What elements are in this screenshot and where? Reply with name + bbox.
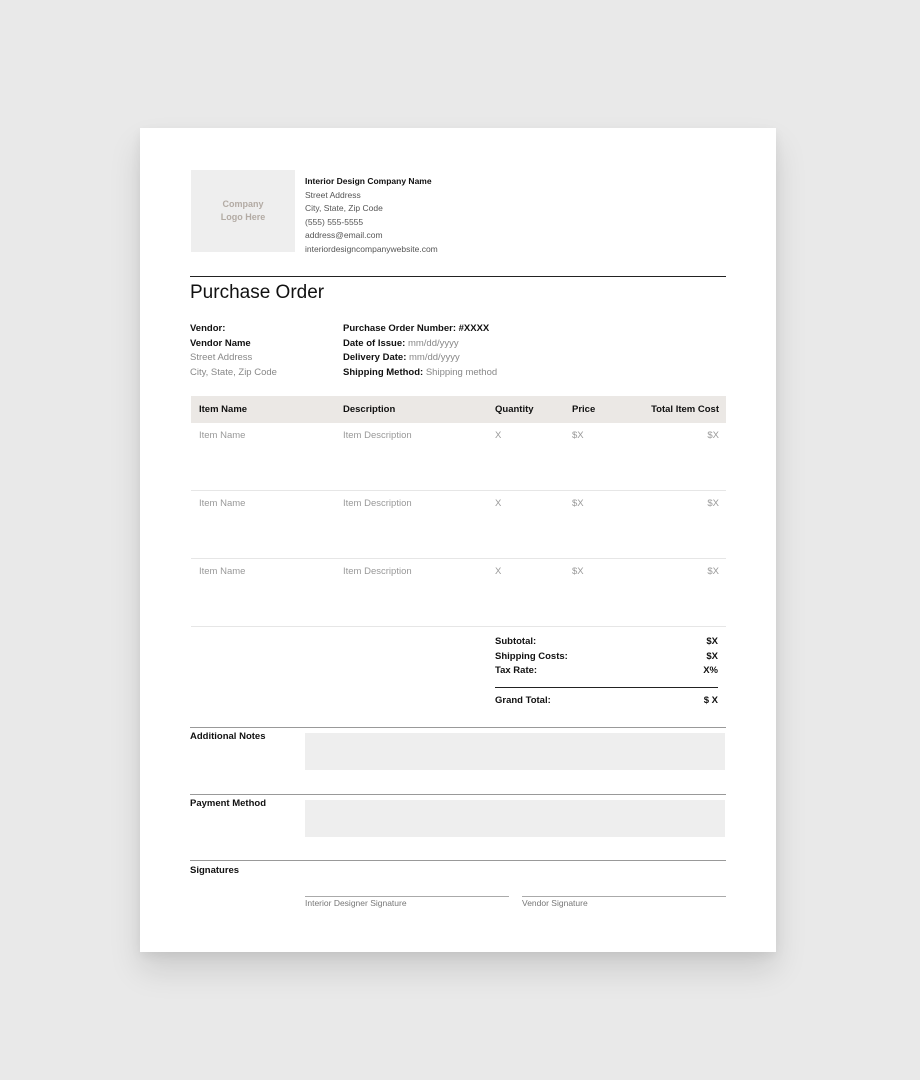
header-price: Price: [572, 404, 596, 415]
issue-date-label: Date of Issue:: [343, 337, 406, 349]
cell-item-name: Item Name: [199, 430, 246, 441]
shipping-method-line: [343, 366, 497, 381]
cell-description: Item Description: [343, 498, 412, 509]
header-description: Description: [343, 404, 396, 415]
company-logo-placeholder: [191, 170, 295, 252]
table-header: [191, 396, 726, 423]
logo-text-line1: Company: [222, 199, 264, 209]
cell-quantity: X: [495, 498, 502, 509]
company-email: address@email.com: [305, 230, 383, 240]
cell-item-name: Item Name: [199, 498, 246, 509]
delivery-date-line: [343, 351, 497, 366]
vendor-street: Street Address: [190, 352, 253, 364]
subtotal-value: $X: [706, 636, 718, 647]
vendor-signature-line[interactable]: [522, 896, 726, 897]
tax-rate-row: [495, 665, 718, 680]
table-row: [191, 491, 726, 559]
items-table: [191, 396, 726, 627]
purchase-order-sheet: [140, 128, 776, 952]
order-number-line: [343, 322, 497, 337]
shipping-costs-label: Shipping Costs:: [495, 650, 568, 662]
payment-field[interactable]: [305, 800, 725, 837]
vendor-signature-label: Vendor Signature: [522, 898, 588, 908]
signatures-label: Signatures: [190, 865, 240, 876]
delivery-date-label: Delivery Date:: [343, 352, 407, 364]
shipping-costs-row: [495, 651, 718, 666]
subtotal-row: [495, 636, 718, 651]
cell-description: Item Description: [343, 566, 412, 577]
table-row: [191, 423, 726, 491]
cell-description: Item Description: [343, 430, 412, 441]
totals-summary: [495, 636, 718, 709]
header-total-item-cost: Total Item Cost: [651, 404, 719, 415]
table-row: [191, 559, 726, 627]
cell-price: $X: [572, 566, 584, 577]
company-name: Interior Design Company Name: [305, 176, 432, 186]
header-quantity: Quantity: [495, 404, 534, 415]
tax-rate-label: Tax Rate:: [495, 665, 538, 676]
company-website: interiordesigncompanywebsite.com: [305, 243, 438, 254]
cell-item-name: Item Name: [199, 566, 246, 577]
payment-label: Payment Method: [190, 798, 267, 809]
cell-quantity: X: [495, 566, 502, 577]
company-street: Street Address: [305, 189, 361, 200]
shipping-method-label: Shipping Method:: [343, 367, 424, 379]
notes-divider: [190, 727, 726, 728]
cell-price: $X: [572, 498, 584, 509]
vendor-name: Vendor Name: [190, 337, 251, 349]
cell-total: $X: [707, 566, 719, 577]
cell-quantity: X: [495, 430, 502, 441]
vendor-city: City, State, Zip Code: [190, 367, 277, 379]
cell-price: $X: [572, 430, 584, 441]
issue-date-line: [343, 337, 497, 352]
header-divider: [190, 276, 726, 277]
delivery-date-value: mm/dd/yyyy: [409, 352, 460, 364]
tax-rate-value: X%: [703, 665, 718, 676]
subtotal-label: Subtotal:: [495, 636, 537, 647]
payment-divider: [190, 794, 726, 795]
designer-signature-line[interactable]: [305, 896, 509, 897]
designer-signature-label: Interior Designer Signature: [305, 898, 407, 908]
order-number-label: Purchase Order Number:: [343, 323, 456, 334]
notes-field[interactable]: [305, 733, 725, 770]
vendor-info: [190, 322, 277, 381]
company-phone: (555) 555-5555: [305, 216, 364, 227]
company-city: City, State, Zip Code: [305, 203, 383, 213]
order-details: [343, 322, 497, 381]
grand-total-row: [495, 695, 718, 710]
cell-total: $X: [707, 430, 719, 441]
order-number-value: #XXXX: [458, 323, 490, 334]
logo-text-line2: Logo Here: [220, 212, 266, 222]
grand-total-label: Grand Total:: [495, 694, 551, 706]
page-title: Purchase Order: [190, 282, 325, 303]
grand-total-value: $ X: [703, 694, 718, 706]
notes-label: Additional Notes: [190, 731, 266, 742]
issue-date-value: mm/dd/yyyy: [407, 337, 459, 349]
vendor-label: Vendor:: [190, 323, 226, 334]
totals-divider: [495, 687, 718, 688]
shipping-costs-value: $X: [706, 650, 718, 662]
company-info: [305, 175, 438, 256]
header-item-name: Item Name: [199, 404, 248, 415]
shipping-method-value: Shipping method: [425, 367, 498, 379]
cell-total: $X: [707, 498, 719, 509]
signatures-divider: [190, 860, 726, 861]
